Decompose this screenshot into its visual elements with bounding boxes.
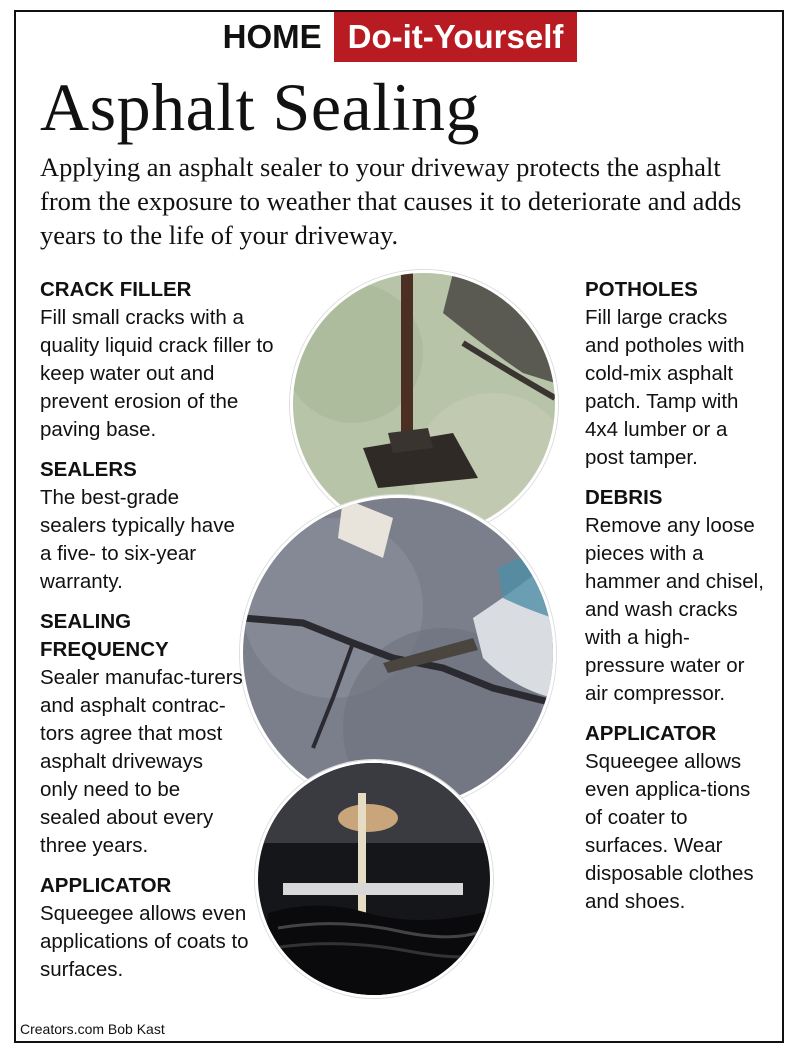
sealing-frequency-heading: SEALING FREQUENCY (40, 610, 169, 661)
sealers-heading: SEALERS (40, 458, 137, 481)
right-column (585, 276, 785, 928)
intro-paragraph: Applying an asphalt sealer to your driveway protects the asphalt from the exposure to weather that causes it to deteriorate and adds years to the life of your driveway. (40, 152, 742, 250)
squeegee-sealer-photo (255, 760, 493, 998)
potholes-heading: POTHOLES (585, 278, 698, 301)
applicator-text-right: Squeegee allows even applica-tions of coater to surfaces. Wear disposable clothes and shoes. (585, 750, 754, 913)
photo-credit: Creators.com Bob Kast (20, 1021, 165, 1037)
crack-filler-text: Fill small cracks with a quality liquid crack filler to keep water out and prevent erosion of the paving base. (40, 306, 274, 441)
sealers-text: The best-grade sealers typically have a five- to six-year warranty. (40, 486, 235, 593)
potholes-text: Fill large cracks and potholes with cold-mix asphalt patch. Tamp with 4x4 lumber or a post tamper. (585, 306, 745, 469)
section-label-diy: Do-it-Yourself (334, 12, 578, 62)
applicator-text-left: Squeegee allows even applications of coats to surfaces. (40, 902, 249, 981)
section-label-home: HOME (222, 18, 322, 55)
debris-heading: DEBRIS (585, 486, 663, 509)
debris-text: Remove any loose pieces with a hammer and chisel, and wash cracks with a high-pressure water or air compressor. (585, 514, 764, 705)
applicator-heading-right: APPLICATOR (585, 722, 717, 745)
sealing-frequency-text: Sealer manufac-turers and asphalt contrac-tors agree that most asphalt driveways only need to be sealed about every three years. (40, 666, 243, 857)
applicator-heading-left: APPLICATOR (40, 874, 172, 897)
article-title: Asphalt Sealing (40, 69, 481, 145)
masthead (0, 12, 800, 62)
left-column (40, 276, 290, 996)
crack-filler-heading: CRACK FILLER (40, 278, 192, 301)
